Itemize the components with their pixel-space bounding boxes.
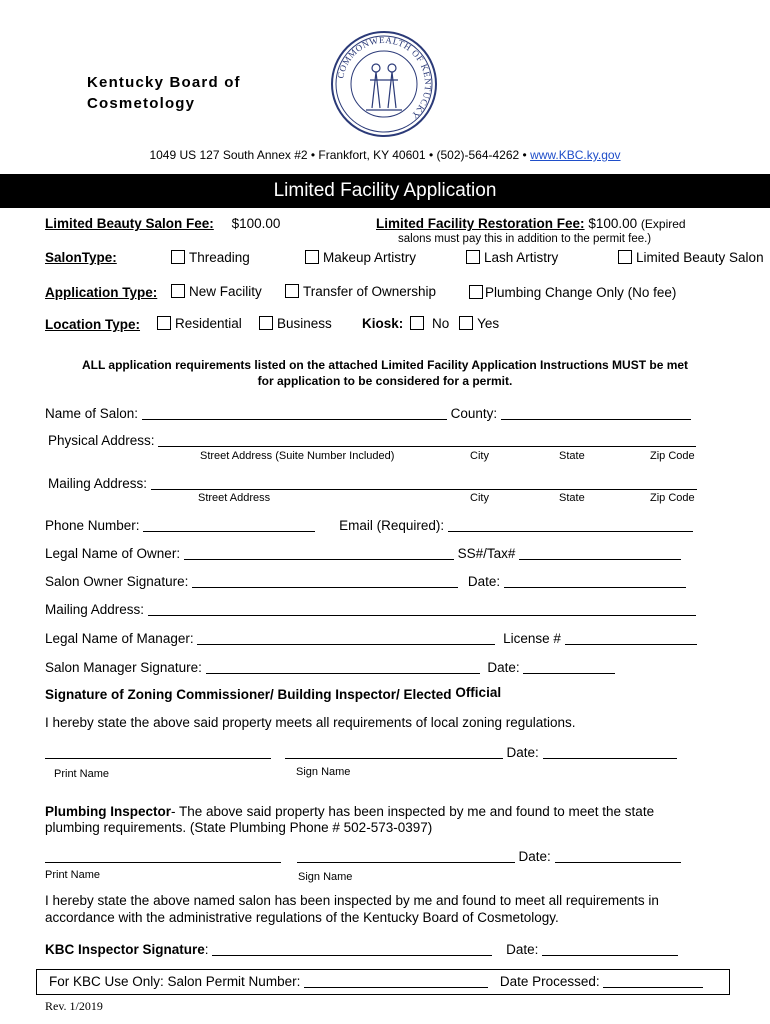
license-line[interactable]: [565, 643, 697, 645]
permit-number-field[interactable]: For KBC Use Only: Salon Permit Number: Date Processed:: [49, 974, 703, 989]
owner-name-line[interactable]: [184, 558, 454, 560]
physical-sub-zip: Zip Code: [650, 450, 695, 462]
physical-address-line[interactable]: [158, 445, 696, 447]
county-line[interactable]: [501, 418, 691, 420]
zoning-signature-field[interactable]: Date:: [45, 745, 677, 760]
phone-line[interactable]: [143, 530, 315, 532]
salon-fee-label: Limited Beauty Salon Fee:: [45, 216, 214, 231]
manager-signature-field[interactable]: Salon Manager Signature: Date:: [45, 660, 615, 675]
plumbing-print-line[interactable]: [45, 861, 281, 863]
org-name-line1: Kentucky Board of: [87, 74, 241, 91]
kiosk-label: Kiosk:: [362, 316, 404, 331]
mailing-address2-line[interactable]: [148, 614, 696, 616]
ss-tax-line[interactable]: [519, 558, 681, 560]
revision-label: Rev. 1/2019: [45, 999, 103, 1013]
mailing-address-line[interactable]: [151, 488, 697, 490]
salon-type-label: SalonType:: [45, 250, 117, 265]
restoration-note-b: salons must pay this in addition to the permit fee.): [398, 233, 652, 245]
phone-email-field[interactable]: Phone Number: Email (Required):: [45, 518, 693, 533]
kiosk-no-label: No: [432, 316, 450, 331]
kentucky-seal-logo: [330, 30, 438, 138]
owner-signature-field[interactable]: Salon Owner Signature: Date:: [45, 574, 686, 589]
mailing-sub-street: Street Address: [198, 492, 271, 504]
salon-type-threading[interactable]: Threading: [171, 250, 250, 265]
kiosk-yes-label: Yes: [477, 316, 500, 331]
address-line: [0, 148, 770, 162]
zoning-print-line[interactable]: [45, 757, 271, 759]
salon-type-makeup[interactable]: Makeup Artistry: [305, 250, 416, 265]
physical-sub-street: Street Address (Suite Number Included): [200, 450, 395, 462]
checkbox[interactable]: [285, 284, 299, 298]
location-type-business[interactable]: Business: [259, 316, 332, 331]
plumbing-signature-field[interactable]: Date:: [45, 849, 681, 864]
kbc-inspector-field[interactable]: KBC Inspector Signature: Date:: [45, 942, 678, 957]
salon-type-limited-beauty[interactable]: Limited Beauty Salon: [618, 250, 764, 265]
application-type-new[interactable]: New Facility: [171, 284, 262, 299]
manager-name-field[interactable]: Legal Name of Manager: License #: [45, 631, 697, 646]
restoration-fee-label: Limited Facility Restoration Fee:: [376, 216, 585, 231]
email-line[interactable]: [448, 530, 693, 532]
kbc-statement: I hereby state the above named salon has been inspected by me and found to meet all requirements in accordance with the administrative regulations of the Kentucky Board of Cosmetology.: [45, 893, 659, 925]
plumbing-heading: Plumbing Inspector: [45, 804, 172, 819]
manager-signature-line[interactable]: [206, 672, 480, 674]
application-type-plumbing[interactable]: Plumbing Change Only (No fee): [469, 285, 676, 300]
application-type-transfer[interactable]: Transfer of Ownership: [285, 284, 436, 299]
zoning-statement: I hereby state the above said property meets all requirements of local zoning regulations.: [45, 715, 576, 730]
physical-address-field[interactable]: Physical Address:: [48, 433, 696, 448]
location-type-residential[interactable]: Residential: [157, 316, 242, 331]
requirements-notice: ALL application requirements listed on the attached Limited Facility Application Instructions MUST be met for application to be considered for a permit.: [81, 358, 689, 388]
manager-name-line[interactable]: [197, 643, 495, 645]
manager-date-line[interactable]: [523, 672, 615, 674]
plumbing-print-name: Print Name: [45, 869, 101, 881]
office-use-box: [36, 969, 730, 995]
date-processed-line[interactable]: [603, 986, 703, 988]
website-link[interactable]: www.KBC.ky.gov: [530, 148, 621, 162]
checkbox[interactable]: [466, 250, 480, 264]
zoning-heading: Signature of Zoning Commissioner/ Building Inspector/ Elected Official: [45, 685, 502, 702]
mailing-address-field[interactable]: Mailing Address:: [48, 476, 697, 491]
kbc-date-line[interactable]: [542, 954, 678, 956]
kiosk-no-checkbox[interactable]: [410, 316, 424, 330]
application-type-label: Application Type:: [45, 285, 158, 300]
checkbox[interactable]: [171, 250, 185, 264]
salon-fee-value: $100.00: [231, 216, 281, 231]
zoning-date-line[interactable]: [543, 757, 677, 759]
salon-name-line[interactable]: [142, 418, 447, 420]
checkbox[interactable]: [259, 316, 273, 330]
zoning-sign-name: Sign Name: [296, 766, 351, 778]
checkbox[interactable]: [305, 250, 319, 264]
svg-text:COMMONWEALTH OF KENTUCKY: COMMONWEALTH OF KENTUCKY: [335, 34, 434, 121]
plumbing-statement: Plumbing Inspector- The above said property has been inspected by me and found to meet the state plumbing requirements. (State Plumbing Phone # 502-573-0397): [45, 804, 655, 835]
org-name-line2: Cosmetology: [87, 95, 196, 112]
kiosk-yes-checkbox[interactable]: [459, 316, 473, 330]
restoration-note-a: (Expired: [640, 217, 686, 231]
plumbing-sign-line[interactable]: [297, 861, 515, 863]
zoning-print-name: Print Name: [54, 768, 110, 780]
owner-signature-line[interactable]: [192, 586, 458, 588]
checkbox[interactable]: [469, 285, 483, 299]
owner-name-field[interactable]: Legal Name of Owner: SS#/Tax#: [45, 546, 681, 561]
kbc-inspector-line[interactable]: [212, 954, 492, 956]
address-text: 1049 US 127 South Annex #2 • Frankfort, KY 40601 • (502)-564-4262 •: [149, 148, 527, 162]
mailing-sub-state: State: [559, 492, 585, 504]
restoration-fee-value: $100.00: [588, 216, 638, 231]
checkbox[interactable]: [171, 284, 185, 298]
checkbox[interactable]: [157, 316, 171, 330]
checkbox[interactable]: [618, 250, 632, 264]
plumbing-sign-name: Sign Name: [298, 871, 353, 883]
physical-sub-state: State: [559, 450, 585, 462]
salon-name-field[interactable]: Name of Salon: County:: [45, 406, 691, 421]
mailing-address2-field[interactable]: Mailing Address:: [45, 602, 696, 617]
mailing-sub-zip: Zip Code: [650, 492, 695, 504]
owner-date-line[interactable]: [504, 586, 686, 588]
org-name: [87, 72, 241, 114]
plumbing-date-line[interactable]: [555, 861, 681, 863]
zoning-sign-line[interactable]: [285, 757, 503, 759]
location-type-label: Location Type:: [45, 317, 141, 332]
salon-type-lash[interactable]: Lash Artistry: [466, 250, 558, 265]
physical-sub-city: City: [470, 450, 489, 462]
mailing-sub-city: City: [470, 492, 489, 504]
form-title: Limited Facility Application: [0, 174, 770, 208]
permit-number-line[interactable]: [304, 986, 488, 988]
